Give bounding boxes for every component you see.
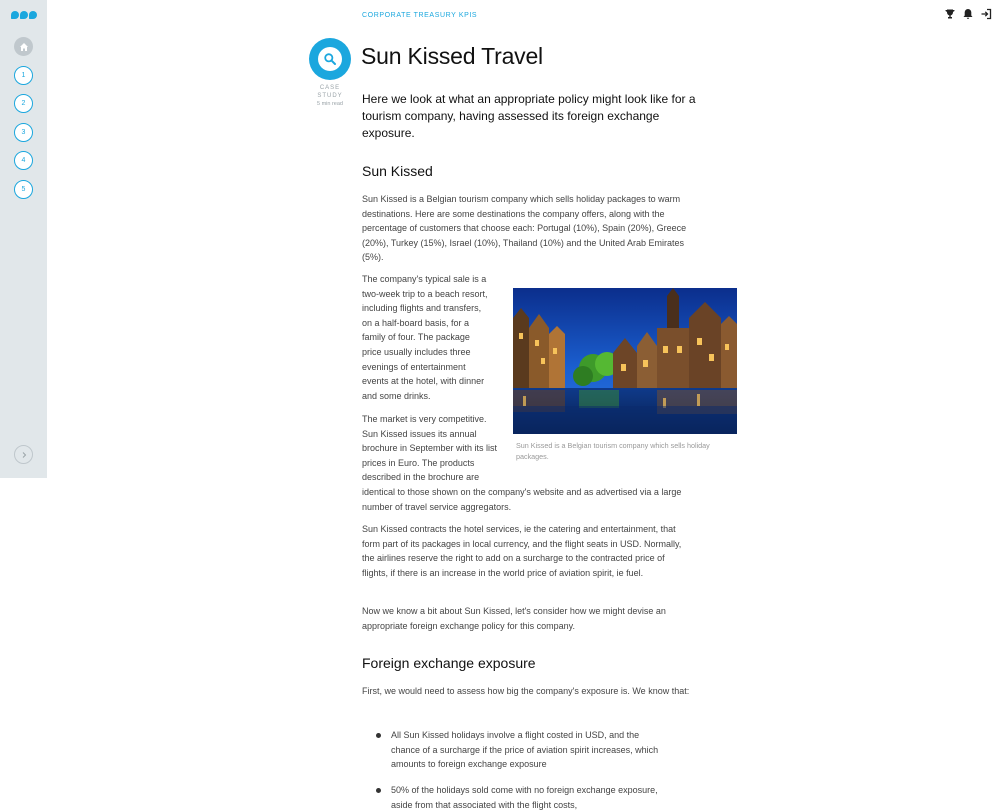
step-number: 5 [21,186,26,193]
body-paragraph: identical to those shown on the company's website and as advertised via a large number of travel service aggregators. [362,487,682,512]
step-number: 1 [21,72,26,79]
step-number: 2 [21,100,26,107]
chevron-right-icon [20,451,28,459]
logout-button[interactable] [980,8,992,20]
home-icon [19,42,29,52]
body-paragraph: Sun Kissed is a Belgian tourism company which sells holiday packages to warm destinations. Here are some destinations the company offers, along with the percentage of customers that choose each: Portugal (10%), Spain (20%), Greece (20%), Turkey (15%), Israel (10%), Thailand (10%) and the United Arab Emirates (5%). [362,194,687,263]
image-caption: Sun Kissed is a Belgian tourism company which sells holiday packages. [516,441,710,461]
list-item-text: All Sun Kissed holidays involve a flight costed in USD, and the chance of a surcharge if the price of aviation spirit increases, which amounts to foreign exchange exposure [391,730,659,770]
notifications-button[interactable] [962,8,974,20]
body-paragraph: Now we know a bit about Sun Kissed, let's consider how we might devise an appropriate foreign exchange policy for this company. [362,606,666,631]
bullet-icon [376,788,381,793]
body-paragraph: First, we would need to assess how big the company's exposure is. We know that: [362,686,690,696]
step-number: 4 [21,157,26,164]
list-item [378,728,668,772]
step-number: 3 [21,129,26,136]
section-heading-fx-exposure: Foreign exchange exposure [362,655,536,671]
list-item-text: 50% of the holidays sold come with no foreign exchange exposure, aside from that associated with the flight costs, [391,785,658,810]
step-5-button[interactable] [14,180,33,199]
body-paragraph: The company's typical sale is a two-week trip to a beach resort, including flights and transfers, on a half-board basis, for a family of four. The package price usually includes three evenings of entertainment events at the hotel, with dinner and some drinks. [362,274,488,401]
bell-icon [962,8,974,20]
trophy-button[interactable] [944,8,956,20]
expand-sidebar-button[interactable] [14,445,33,464]
body-paragraph: Sun Kissed contracts the hotel services, ie the catering and entertainment, that form part of its packages in local currency, and the flight seats in USD. Normally, the airlines reserve the right to add on a surcharge to the contracted price of flights, if there is an increase in the world price of aviation spirit, ie fuel. [362,524,682,578]
lead-paragraph: Here we look at what an appropriate policy might look like for a tourism company, having assessed its foreign exchange exposure. [362,92,696,140]
trophy-icon [944,8,956,20]
case-study-label: CASE STUDY [317,85,343,99]
page-title: Sun Kissed Travel [361,43,543,69]
case-study-badge [309,38,351,107]
step-3-button[interactable] [14,123,33,142]
step-1-button[interactable] [14,66,33,85]
bullet-icon [376,733,381,738]
sidebar [0,0,47,478]
list-item [378,783,668,810]
step-4-button[interactable] [14,151,33,170]
top-toolbar [944,8,992,20]
read-time: 5 min read [317,101,343,107]
brand-logo[interactable] [11,11,37,19]
bruges-canal-image [513,288,737,434]
magnifier-icon [323,52,337,66]
step-2-button[interactable] [14,94,33,113]
exit-icon [980,8,992,20]
case-study-circle [309,38,351,80]
body-paragraph: The market is very competitive. Sun Kissed issues its annual brochure in September with its list prices in Euro. The products described in the brochure are [362,414,498,483]
course-breadcrumb[interactable]: CORPORATE TREASURY KPIS [362,12,478,19]
section-heading-sun-kissed: Sun Kissed [362,163,433,179]
home-button[interactable] [14,37,33,56]
